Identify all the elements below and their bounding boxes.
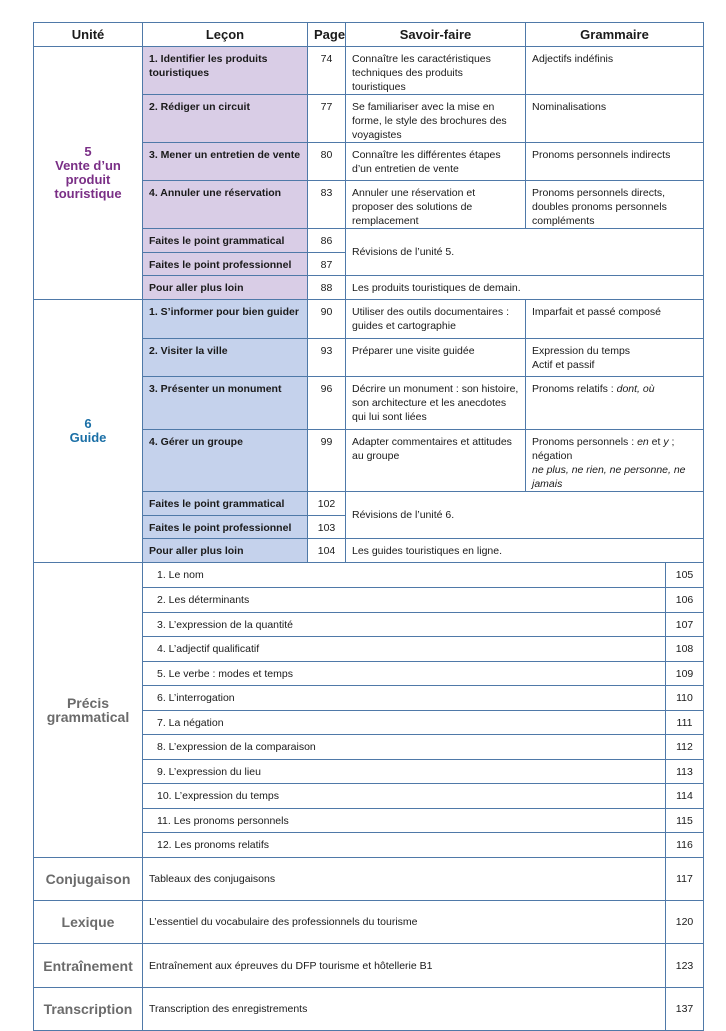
page-cell: 105 xyxy=(666,563,704,588)
annex-item: Tableaux des conjugaisons xyxy=(143,858,666,901)
table-row xyxy=(34,988,704,1031)
page-cell: 88 xyxy=(308,276,346,300)
page-cell: 116 xyxy=(666,833,704,858)
unit-6-cell xyxy=(34,300,143,563)
header-row xyxy=(34,23,704,47)
precis-item: 10. L’expression du temps xyxy=(143,784,666,809)
savoir-faire-cell: Connaître les différentes étapes d’un entretien de vente xyxy=(346,143,526,181)
precis-item: 4. L’adjectif qualificatif xyxy=(143,637,666,662)
grammaire-cell xyxy=(526,339,704,377)
page-cell: 104 xyxy=(308,539,346,563)
grammaire-line: Expression du temps xyxy=(532,345,631,357)
page-cell: 108 xyxy=(666,637,704,662)
grammaire-italic: ne plus, ne rien, ne personne, ne jamais xyxy=(532,464,686,490)
page-cell: 137 xyxy=(666,988,704,1031)
page-cell: 99 xyxy=(308,430,346,492)
lesson-cell: Pour aller plus loin xyxy=(143,276,308,300)
precis-grammatical-cell xyxy=(34,563,143,858)
precis-item: 7. La négation xyxy=(143,711,666,735)
table-row xyxy=(34,300,704,339)
lesson-cell: 1. Identifier les produits touristiques xyxy=(143,47,308,95)
page-cell: 80 xyxy=(308,143,346,181)
grammaire-italic: dont, où xyxy=(616,383,655,395)
precis-item: 12. Les pronoms relatifs xyxy=(143,833,666,858)
savoir-faire-cell: Décrire un monument : son histoire, son architecture et les anecdotes qui lui sont liées xyxy=(346,377,526,430)
header-savoir-faire: Savoir-faire xyxy=(346,23,526,47)
section-label: Transcription xyxy=(34,988,143,1031)
grammaire-cell: Imparfait et passé composé xyxy=(526,300,704,339)
savoir-faire-cell: Annuler une réservation et proposer des solutions de remplacement xyxy=(346,181,526,229)
savoir-faire-cell: Les guides touristiques en ligne. xyxy=(346,539,704,563)
lesson-cell: 3. Mener un entretien de vente xyxy=(143,143,308,181)
header-page: Page xyxy=(308,23,346,47)
page-cell: 120 xyxy=(666,901,704,944)
table-row xyxy=(34,563,704,588)
lesson-cell: 4. Gérer un groupe xyxy=(143,430,308,492)
header-unite: Unité xyxy=(34,23,143,47)
page-cell: 110 xyxy=(666,686,704,711)
page-cell: 115 xyxy=(666,809,704,833)
page-cell: 87 xyxy=(308,253,346,276)
section-label: Précis xyxy=(66,695,110,711)
lesson-cell: 3. Présenter un monument xyxy=(143,377,308,430)
section-label: Entraînement xyxy=(34,944,143,988)
section-label: grammatical xyxy=(46,709,130,725)
lesson-cell: Faites le point grammatical xyxy=(143,492,308,516)
precis-item: 1. Le nom xyxy=(143,563,666,588)
header-lecon: Leçon xyxy=(143,23,308,47)
annex-item: Entraînement aux épreuves du DFP tourisme et hôtellerie B1 xyxy=(143,944,666,988)
section-label: Conjugaison xyxy=(34,858,143,901)
page-cell: 90 xyxy=(308,300,346,339)
unit-5-cell xyxy=(34,47,143,300)
grammaire-cell: Pronoms personnels directs, doubles pronoms personnels compléments xyxy=(526,181,704,229)
lesson-cell: 2. Rédiger un circuit xyxy=(143,95,308,143)
savoir-faire-cell: Adapter commentaires et attitudes au groupe xyxy=(346,430,526,492)
grammaire-text: ; négation xyxy=(532,436,675,462)
grammaire-cell xyxy=(526,377,704,430)
grammaire-text: Pronoms personnels : xyxy=(532,436,638,448)
page-cell: 107 xyxy=(666,613,704,637)
unit-name: Guide xyxy=(69,430,107,445)
table-row xyxy=(34,944,704,988)
page-cell: 93 xyxy=(308,339,346,377)
lesson-cell: 1. S’informer pour bien guider xyxy=(143,300,308,339)
savoir-faire-cell: Utiliser des outils documentaires : guides et cartographie xyxy=(346,300,526,339)
header-grammaire: Grammaire xyxy=(526,23,704,47)
lesson-cell: Faites le point professionnel xyxy=(143,516,308,539)
precis-item: 9. L’expression du lieu xyxy=(143,760,666,784)
grammaire-cell xyxy=(526,430,704,492)
revisions-cell: Révisions de l’unité 6. xyxy=(346,492,704,539)
grammaire-cell: Adjectifs indéfinis xyxy=(526,47,704,95)
grammaire-cell: Nominalisations xyxy=(526,95,704,143)
lesson-cell: Faites le point professionnel xyxy=(143,253,308,276)
precis-item: 6. L’interrogation xyxy=(143,686,666,711)
page-cell: 112 xyxy=(666,735,704,760)
table-row xyxy=(34,901,704,944)
page-cell: 103 xyxy=(308,516,346,539)
page-cell: 77 xyxy=(308,95,346,143)
section-label: Lexique xyxy=(34,901,143,944)
lesson-cell: 2. Visiter la ville xyxy=(143,339,308,377)
precis-item: 2. Les déterminants xyxy=(143,588,666,613)
page-cell: 96 xyxy=(308,377,346,430)
unit-number: 6 xyxy=(84,416,92,431)
page-cell: 74 xyxy=(308,47,346,95)
table-row xyxy=(34,858,704,901)
savoir-faire-cell: Les produits touristiques de demain. xyxy=(346,276,704,300)
lesson-cell: Faites le point grammatical xyxy=(143,229,308,253)
precis-item: 11. Les pronoms personnels xyxy=(143,809,666,833)
lesson-cell: 4. Annuler une réservation xyxy=(143,181,308,229)
page-cell: 123 xyxy=(666,944,704,988)
page-cell: 106 xyxy=(666,588,704,613)
savoir-faire-cell: Se familiariser avec la mise en forme, le style des brochures des voyagistes xyxy=(346,95,526,143)
grammaire-italic: en xyxy=(637,436,649,448)
grammaire-cell: Pronoms personnels indirects xyxy=(526,143,704,181)
precis-item: 5. Le verbe : modes et temps xyxy=(143,662,666,686)
page-cell: 114 xyxy=(666,784,704,809)
revisions-cell: Révisions de l’unité 5. xyxy=(346,229,704,276)
annex-item: Transcription des enregistrements xyxy=(143,988,666,1031)
unit-name: Vente d’un produit touristique xyxy=(54,158,122,201)
annex-item: L’essentiel du vocabulaire des professionnels du tourisme xyxy=(143,901,666,944)
grammaire-text: Pronoms relatifs : xyxy=(532,383,617,395)
table-row xyxy=(34,47,704,95)
precis-item: 3. L’expression de la quantité xyxy=(143,613,666,637)
table-of-contents xyxy=(33,22,704,1031)
grammaire-text: et xyxy=(648,436,664,448)
lesson-cell: Pour aller plus loin xyxy=(143,539,308,563)
grammaire-italic: y xyxy=(663,436,669,448)
page-cell: 113 xyxy=(666,760,704,784)
grammaire-line: Actif et passif xyxy=(532,359,595,371)
savoir-faire-cell: Connaître les caractéristiques techniques des produits touristiques xyxy=(346,47,526,95)
precis-item: 8. L’expression de la comparaison xyxy=(143,735,666,760)
savoir-faire-cell: Préparer une visite guidée xyxy=(346,339,526,377)
page-cell: 111 xyxy=(666,711,704,735)
unit-number: 5 xyxy=(84,144,92,159)
page-cell: 86 xyxy=(308,229,346,253)
page-cell: 117 xyxy=(666,858,704,901)
page-cell: 109 xyxy=(666,662,704,686)
page-cell: 102 xyxy=(308,492,346,516)
page-cell: 83 xyxy=(308,181,346,229)
